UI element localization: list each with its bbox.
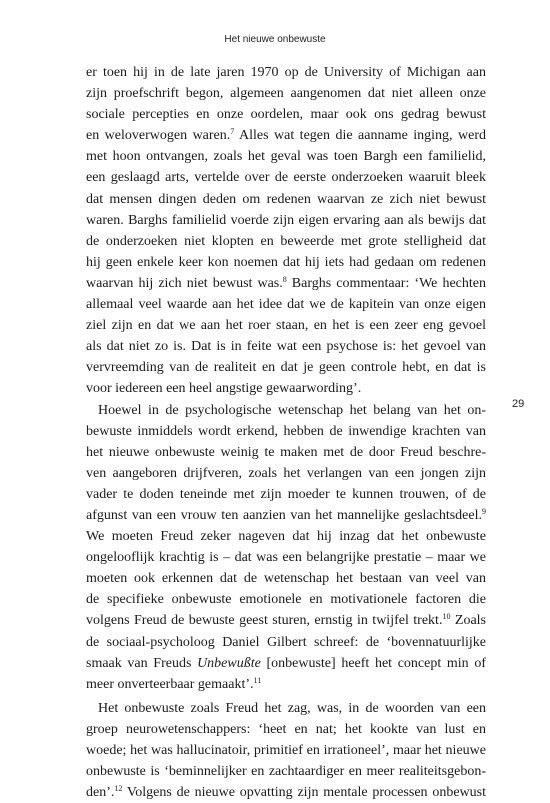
text-line: onbewuste is ‘beminnelijker en zachtaardiger en meer realiteitsgebon- [86,764,486,780]
text-line: woede; het was hallucinatoir, primitief en irrationeel’, maar het nieuwe [86,743,486,758]
text-line: den’.$^{12}$ Volgens de nieuwe opvatting zijn mentale processen onbewust [86,784,486,801]
text-line: waarvan hij zich niet bewust was.$^8$ Barghs commentaar: ‘We hechten [86,274,486,291]
text-line: de onderzoeken niet klopten en beweerde met grote stelligheid dat [86,233,486,249]
text-line: de sociaal-psycholoog Daniel Gilbert schreef: de ‘bovennatuurlijke [86,634,486,650]
text-line: meer onverteerbaar gemaakt’.$^{11}$ [86,675,262,692]
text-line: waren. Barghs familielid voerde zijn eigen ervaring aan als bewijs dat [86,212,486,228]
text-line: met hoon ontvangen, zoals het geval was toen Bargh een familielid, [86,149,486,165]
text-line: moeten ook erkennen dat de wetenschap het bestaan van veel van [86,571,486,587]
text-line: ongelooflijk krachtig is – dat was een belangrijke prestatie – maar we [86,550,486,566]
text-line: dat mensen dingen deden om redenen waarvan ze zich niet bewust [86,191,486,207]
running-head: Het nieuwe onbewuste [224,34,326,45]
footnote-ref: 8 [282,274,287,284]
text-line: als dat niet zo is. Dat is in feite wat een psychose is: het gevoel van [86,339,486,355]
text-line: de specifieke onbewuste emotionele en motivationele factoren die [86,592,486,608]
text-line: ven aangeboren drijfveren, zoals het verlangen van een jongen zijn [86,465,486,481]
text-line: afgunst van een vrouw ten aanzien van het mannelijke geslachtsdeel.$^9$ [86,506,486,523]
text-line: groep neurowetenschappers: ‘heet en nat; het kookte van lust en [86,721,486,737]
text-line: We moeten Freud zeker nageven dat hij inzag dat het onbewuste [86,529,486,545]
footnote-ref: 10 [442,612,451,622]
text-line: een geslaagd arts, vertelde over de eerste onderzoeken waaruit bleek [86,170,486,186]
text-line: bewuste inmiddels wordt erkend, hebben de inwendige krachten van [86,423,486,439]
footnote-ref: 11 [253,675,262,685]
text-line: en weloverwogen waren.$^7$ Alles wat tegen die aanname inging, werd [86,127,486,144]
text-line: vervreemding van de realiteit en dat je geen controle hebt, en dat is [86,360,486,376]
text-line: zijn proefschrift begon, algemeen aangenomen dat niet alleen onze [86,86,486,102]
text-line: volgens Freud de bewuste geest sturen, ernstig in twijfel trekt.$^{10}$ Zoals [86,612,486,629]
footnote-ref: 12 [114,784,123,794]
text-line: vader te doden teneinde met zijn moeder te kunnen trouwen, of de [86,486,486,502]
text-line: er toen hij in de late jaren 1970 op de University of Michigan aan [86,65,486,80]
text-line: voor iedereen een heel angstige gewaarwording’. [86,381,362,397]
text-line: hij geen enkele keer kon noemen dat hij iets had gedaan om redenen [86,254,486,270]
text-line: smaak van Freuds Unbewußte [onbewuste] heeft het concept min of [86,655,487,671]
body-text [86,62,486,803]
footnote-ref: 7 [230,127,235,137]
text-line: sociale percepties en onze oordelen, maar ook ons gedrag bewust [86,107,486,123]
text-line: het nieuwe onbewuste weinig te maken met de door Freud beschre- [86,444,486,460]
text-line: Het onbewuste zoals Freud het zag, was, in de woorden van een [98,700,486,716]
text-line: Hoewel in de psychologische wetenschap het belang van het on- [98,402,486,418]
page-number: 29 [512,398,525,410]
footnote-ref: 9 [482,506,486,516]
text-line: allemaal veel waarde aan het idee dat we de kapitein van onze eigen [86,297,486,313]
italic-word: Unbewußte [197,655,261,671]
text-line: ziel zijn en dat we aan het roer staan, en het is een zeer eng gevoel [86,318,486,334]
